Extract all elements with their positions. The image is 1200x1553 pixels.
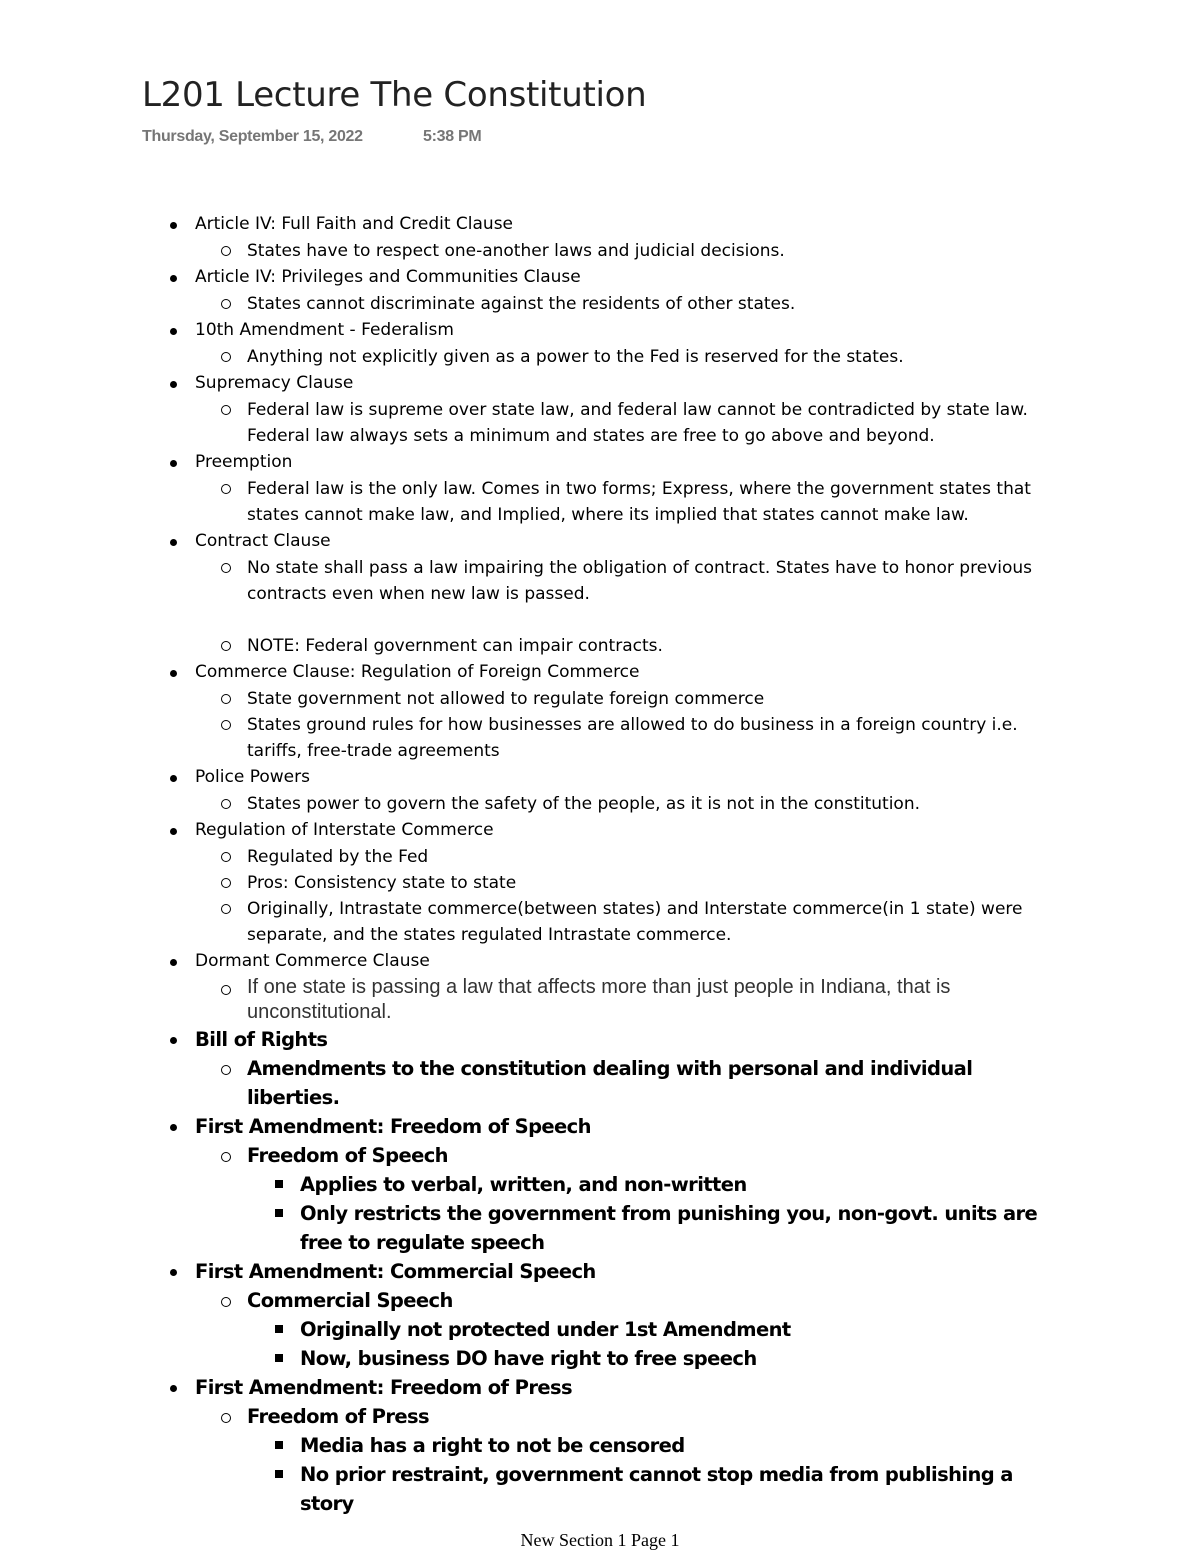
list-item: States cannot discriminate against the residents of other states. bbox=[0, 291, 1200, 317]
bullet-circle-icon bbox=[221, 694, 231, 704]
list-item: Commercial Speech bbox=[0, 1286, 1200, 1315]
bullet-circle-icon bbox=[221, 1065, 231, 1075]
bullet-disc-icon bbox=[170, 1037, 177, 1044]
bullet-disc-icon bbox=[170, 1269, 177, 1276]
list-item: Media has a right to not be censored bbox=[0, 1431, 1200, 1460]
bullet-disc-icon bbox=[170, 539, 177, 546]
list-item: States ground rules for how businesses are allowed to do business in a foreign country i.e. tariffs, free-trade agreements bbox=[0, 712, 1200, 764]
list-item: Freedom of Speech bbox=[0, 1141, 1200, 1170]
bullet-circle-icon bbox=[221, 352, 231, 362]
bullet-square-icon bbox=[275, 1209, 283, 1217]
bullet-disc-icon bbox=[170, 275, 177, 282]
list-item: Federal law is the only law. Comes in two forms; Express, where the government states that states cannot make law, and Implied, where its implied that states cannot make law. bbox=[0, 476, 1200, 528]
bullet-disc-icon bbox=[170, 670, 177, 677]
list-item: First Amendment: Freedom of Press bbox=[0, 1373, 1200, 1402]
list-item: Originally not protected under 1st Amendment bbox=[0, 1315, 1200, 1344]
bullet-disc-icon bbox=[170, 1124, 177, 1131]
bullet-square-icon bbox=[275, 1354, 283, 1362]
bullet-disc-icon bbox=[170, 775, 177, 782]
bullet-circle-icon bbox=[221, 641, 231, 651]
list-item: Article IV: Full Faith and Credit Clause bbox=[0, 211, 1200, 238]
list-item: Anything not explicitly given as a power to the Fed is reserved for the states. bbox=[0, 344, 1200, 370]
list-item: Applies to verbal, written, and non-written bbox=[0, 1170, 1200, 1199]
list-item: Amendments to the constitution dealing with personal and individual liberties. bbox=[0, 1054, 1200, 1112]
bullet-circle-icon bbox=[221, 904, 231, 914]
bullet-circle-icon bbox=[221, 1413, 231, 1423]
list-item: Dormant Commerce Clause bbox=[0, 948, 1200, 975]
list-item: If one state is passing a law that affects more than just people in Indiana, that is unconstitutional. bbox=[0, 975, 1200, 1025]
bullet-circle-icon bbox=[221, 246, 231, 256]
bullet-circle-icon bbox=[221, 852, 231, 862]
note-time: 5:38 PM bbox=[423, 128, 482, 145]
bullet-circle-icon bbox=[221, 405, 231, 415]
bullet-disc-icon bbox=[170, 381, 177, 388]
bullet-circle-icon bbox=[221, 720, 231, 730]
notes-body bbox=[0, 211, 1200, 1518]
bullet-square-icon bbox=[275, 1470, 283, 1478]
bullet-circle-icon bbox=[221, 484, 231, 494]
list-item: Regulation of Interstate Commerce bbox=[0, 817, 1200, 844]
list-item: Freedom of Press bbox=[0, 1402, 1200, 1431]
bullet-disc-icon bbox=[170, 959, 177, 966]
page-footer: New Section 1 Page 1 bbox=[520, 1530, 680, 1550]
bullet-square-icon bbox=[275, 1180, 283, 1188]
page-title: L201 Lecture The Constitution bbox=[142, 75, 647, 115]
list-item: 10th Amendment - Federalism bbox=[0, 317, 1200, 344]
bullet-square-icon bbox=[275, 1325, 283, 1333]
list-item: Now, business DO have right to free speech bbox=[0, 1344, 1200, 1373]
list-item: State government not allowed to regulate foreign commerce bbox=[0, 686, 1200, 712]
list-item: States have to respect one-another laws and judicial decisions. bbox=[0, 238, 1200, 264]
list-item: Commerce Clause: Regulation of Foreign Commerce bbox=[0, 659, 1200, 686]
bullet-disc-icon bbox=[170, 828, 177, 835]
list-item: Pros: Consistency state to state bbox=[0, 870, 1200, 896]
list-item: Bill of Rights bbox=[0, 1025, 1200, 1054]
list-item: First Amendment: Freedom of Speech bbox=[0, 1112, 1200, 1141]
bullet-circle-icon bbox=[221, 1152, 231, 1162]
bullet-circle-icon bbox=[221, 985, 231, 995]
list-item: No prior restraint, government cannot stop media from publishing a story bbox=[0, 1460, 1200, 1518]
list-item: NOTE: Federal government can impair contracts. bbox=[0, 633, 1200, 659]
bullet-disc-icon bbox=[170, 328, 177, 335]
list-item: States power to govern the safety of the people, as it is not in the constitution. bbox=[0, 791, 1200, 817]
note-timestamp bbox=[142, 126, 482, 148]
bullet-circle-icon bbox=[221, 563, 231, 573]
list-item: Preemption bbox=[0, 449, 1200, 476]
list-item: Federal law is supreme over state law, and federal law cannot be contradicted by state law. Federal law always sets a minimum and states are free to go above and beyond. bbox=[0, 397, 1200, 449]
list-item: Contract Clause bbox=[0, 528, 1200, 555]
list-item: Article IV: Privileges and Communities Clause bbox=[0, 264, 1200, 291]
bullet-circle-icon bbox=[221, 878, 231, 888]
list-item: Police Powers bbox=[0, 764, 1200, 791]
list-item: Only restricts the government from punishing you, non-govt. units are free to regulate speech bbox=[0, 1199, 1200, 1257]
list-item: Supremacy Clause bbox=[0, 370, 1200, 397]
list-item: Regulated by the Fed bbox=[0, 844, 1200, 870]
bullet-circle-icon bbox=[221, 299, 231, 309]
list-item: First Amendment: Commercial Speech bbox=[0, 1257, 1200, 1286]
bullet-square-icon bbox=[275, 1441, 283, 1449]
bullet-disc-icon bbox=[170, 222, 177, 229]
note-date: Thursday, September 15, 2022 bbox=[142, 128, 363, 145]
bullet-disc-icon bbox=[170, 460, 177, 467]
list-item: Originally, Intrastate commerce(between states) and Interstate commerce(in 1 state) were separate, and the states regulated Intrastate commerce. bbox=[0, 896, 1200, 948]
bullet-circle-icon bbox=[221, 799, 231, 809]
bullet-circle-icon bbox=[221, 1297, 231, 1307]
bullet-disc-icon bbox=[170, 1385, 177, 1392]
list-item: No state shall pass a law impairing the obligation of contract. States have to honor previous contracts even when new law is passed. bbox=[0, 555, 1200, 607]
blank-line bbox=[0, 607, 1200, 633]
